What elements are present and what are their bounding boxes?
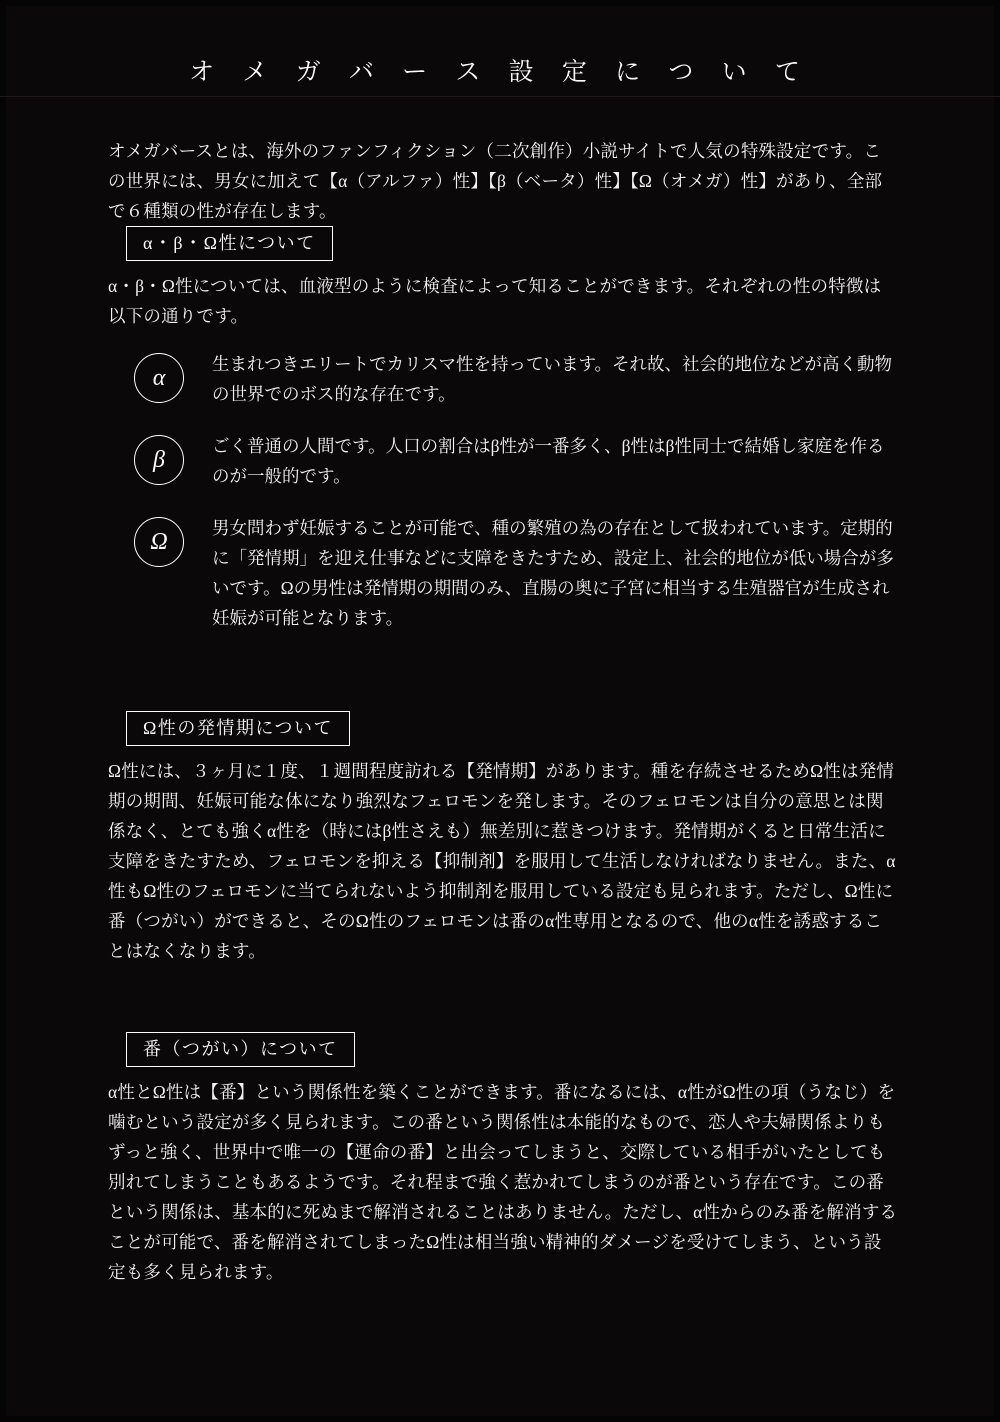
section-omega-heat <box>108 711 898 966</box>
section-spacer <box>108 976 898 1032</box>
type-description: 男女問わず妊娠することが可能で、種の繁殖の為の存在として扱われています。定期的に「発情期」を迎え仕事などに支障をきたすため、設定上、社会的地位が低い場合が多いです。Ωの男性は発情期の期間のみ、直腸の奥に子宮に相当する生殖器官が生成され妊娠が可能となります。 <box>212 518 894 628</box>
section-heading: Ω性の発情期について <box>126 711 350 746</box>
intro-paragraph: オメガバースとは、海外のファンフィクション（二次創作）小説サイトで人気の特殊設定です。この世界には、男女に加えて【α（アルファ）性】【β（ベータ）性】【Ω（オメガ）性】があり、全部で６種類の性が存在します。 <box>108 141 883 221</box>
section-spacer <box>108 655 898 711</box>
document-content <box>108 136 898 1297</box>
section-body: α・β・Ω性については、血液型のように検査によって知ることができます。それぞれの性の特徴は以下の通りです。 <box>108 276 882 326</box>
frame-border-bottom <box>0 1416 1000 1422</box>
type-item-beta <box>108 431 898 491</box>
section-heading: 番（つがい）について <box>126 1032 355 1067</box>
section-body: Ω性には、３ヶ月に１度、１週間程度訪れる【発情期】があります。種を存続させるためΩ性は発情期の期間、妊娠可能な体になり強烈なフェロモンを発します。そのフェロモンは自分の意思とは関係なく、とても強くα性を（時にはβ性さえも）無差別に惹きつけます。発情期がくると日常生活に支障をきたすため、フェロモンを抑える【抑制剤】を服用して生活しなければなりません。また、α性もΩ性のフェロモンに当てられないよう抑制剤を服用している設定も見られます。ただし、Ω性に番（つがい）ができると、そのΩ性のフェロモンは番のα性専用となるので、他のα性を誘惑することはなくなります。 <box>108 761 896 961</box>
section-tsugai <box>108 1032 898 1287</box>
type-item-omega <box>108 513 898 633</box>
title-divider <box>0 96 1000 97</box>
frame-border-left <box>0 0 6 1422</box>
frame-border-right <box>994 0 1000 1422</box>
type-description: ごく普通の人間です。人口の割合はβ性が一番多く、β性はβ性同士で結婚し家庭を作るのが一般的です。 <box>212 436 885 486</box>
type-description: 生まれつきエリートでカリスマ性を持っています。それ故、社会的地位などが高く動物の世界でのボス的な存在です。 <box>212 354 893 404</box>
alpha-symbol-icon: α <box>134 353 184 403</box>
type-list <box>108 349 898 633</box>
frame-border-top <box>0 0 1000 6</box>
page-title: オ メ ガ バ ー ス 設 定 に つ い て <box>189 59 811 86</box>
beta-symbol-icon: β <box>134 435 184 485</box>
type-item-alpha <box>108 349 898 409</box>
section-heading: α・β・Ω性について <box>126 226 333 261</box>
omega-symbol-icon: Ω <box>134 517 184 567</box>
section-body: α性とΩ性は【番】という関係性を築くことができます。番になるには、α性がΩ性の項（うなじ）を噛むという設定が多く見られます。この番という関係性は本能的なもので、恋人や夫婦関係よりもずっと強く、世界中で唯一の【運命の番】と出会ってしまうと、交際している相手がいたとしても別れてしまうこともあるようです。それ程まで強く惹かれてしまうのが番という存在です。この番という関係は、基本的に死ぬまで解消されることはありません。ただし、α性からのみ番を解消することが可能で、番を解消されてしまったΩ性は相当強い精神的ダメージを受けてしまう、という設定も多く見られます。 <box>108 1082 898 1282</box>
section-alpha-beta-omega <box>108 226 898 633</box>
